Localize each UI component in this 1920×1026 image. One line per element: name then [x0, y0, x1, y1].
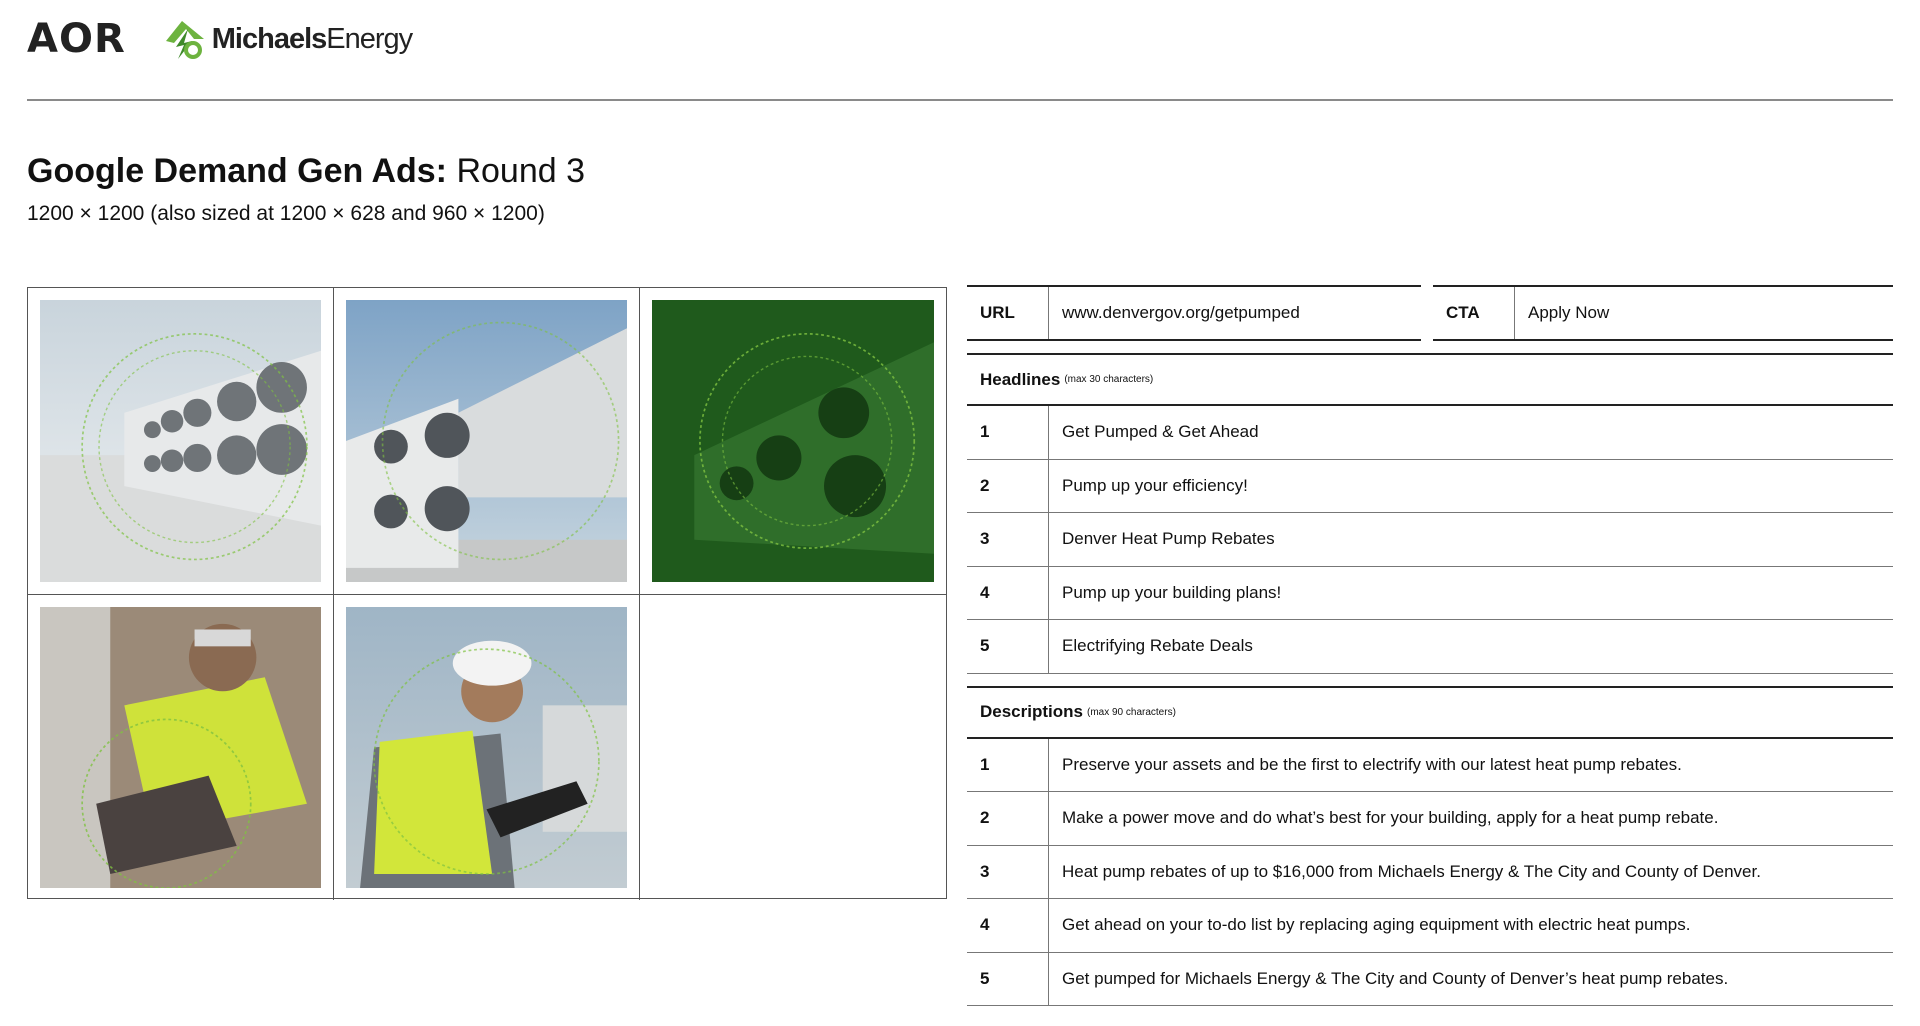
ad-image-cell — [28, 595, 334, 900]
headline-text: Get Pumped & Get Ahead — [1062, 422, 1259, 442]
row-number: 5 — [967, 953, 1049, 1006]
row-number: 3 — [967, 846, 1049, 899]
url-cta-row — [967, 285, 1893, 341]
url-value: www.denvergov.org/getpumped — [1062, 303, 1300, 322]
descriptions-list — [967, 739, 1893, 1007]
headline-text: Pump up your efficiency! — [1062, 475, 1248, 495]
headline-row — [967, 567, 1893, 621]
descriptions-note: (max 90 characters) — [1086, 706, 1176, 718]
ad-image-heat-pump-green — [652, 300, 934, 582]
headline-row — [967, 406, 1893, 460]
row-number: 1 — [967, 739, 1049, 792]
url-label: URL — [967, 287, 1049, 339]
description-text: Get pumped for Michaels Energy & The City and County of Denver’s heat pump rebates. — [1062, 968, 1729, 988]
headlines-note: (max 30 characters) — [1064, 374, 1154, 385]
title-round: Round 3 — [447, 152, 586, 190]
logo-text-light: Energy — [326, 22, 413, 55]
ad-image-cell — [28, 288, 334, 595]
descriptions-header — [967, 686, 1893, 739]
url-cta-gap — [1421, 285, 1433, 342]
row-number: 5 — [967, 620, 1049, 673]
description-row — [967, 846, 1893, 900]
description-text: Make a power move and do what’s best for your building, apply for a heat pump rebate. — [1062, 808, 1719, 828]
ad-image-heat-pump-closeup — [346, 300, 627, 582]
row-number: 4 — [967, 899, 1049, 952]
headlines-label: Headlines — [980, 369, 1061, 389]
headlines-list — [967, 406, 1893, 674]
headline-row — [967, 460, 1893, 514]
ad-image-cell — [334, 288, 640, 595]
ad-image-heat-pump-rooftop — [40, 300, 321, 582]
cta-label: CTA — [1433, 287, 1515, 339]
michaels-energy-mark-icon — [160, 15, 210, 63]
ad-image-cell — [640, 288, 946, 595]
ad-copy-tables — [967, 285, 1893, 1006]
descriptions-label: Descriptions — [980, 702, 1083, 721]
headline-text: Electrifying Rebate Deals — [1062, 636, 1253, 656]
description-row — [967, 739, 1893, 793]
description-row — [967, 953, 1893, 1007]
ad-image-cell — [334, 595, 640, 900]
row-number: 3 — [967, 513, 1049, 566]
description-row — [967, 792, 1893, 846]
row-number: 4 — [967, 567, 1049, 620]
row-number: 2 — [967, 792, 1049, 845]
aor-logo: AOR — [27, 16, 126, 62]
row-number: 1 — [967, 406, 1049, 459]
headlines-header — [967, 353, 1893, 406]
description-text: Heat pump rebates of up to $16,000 from Michaels Energy & The City and County of Denver. — [1062, 861, 1761, 881]
description-text: Preserve your assets and be the first to electrify with our latest heat pump rebates. — [1062, 754, 1682, 774]
headline-row — [967, 620, 1893, 674]
empty-cell — [640, 595, 946, 900]
ad-image-grid — [27, 287, 947, 899]
cta-value: Apply Now — [1528, 303, 1610, 322]
title-bold: Google Demand Gen Ads: — [27, 152, 448, 190]
logo-text-bold: Michaels — [211, 22, 327, 55]
description-row — [967, 899, 1893, 953]
header-divider — [27, 99, 1893, 101]
michaels-energy-logo — [160, 15, 412, 63]
headline-text: Pump up your building plans! — [1062, 582, 1282, 602]
page-title — [27, 151, 585, 192]
row-number: 2 — [967, 460, 1049, 513]
ad-image-technician — [40, 607, 321, 888]
page-subtitle: 1200 × 1200 (also sized at 1200 × 628 and 960 × 1200) — [27, 202, 545, 225]
description-text: Get ahead on your to-do list by replacing aging equipment with electric heat pumps. — [1062, 915, 1691, 935]
ad-image-worker-clipboard — [346, 607, 627, 888]
headline-row — [967, 513, 1893, 567]
header — [27, 14, 412, 64]
headline-text: Denver Heat Pump Rebates — [1062, 529, 1275, 549]
